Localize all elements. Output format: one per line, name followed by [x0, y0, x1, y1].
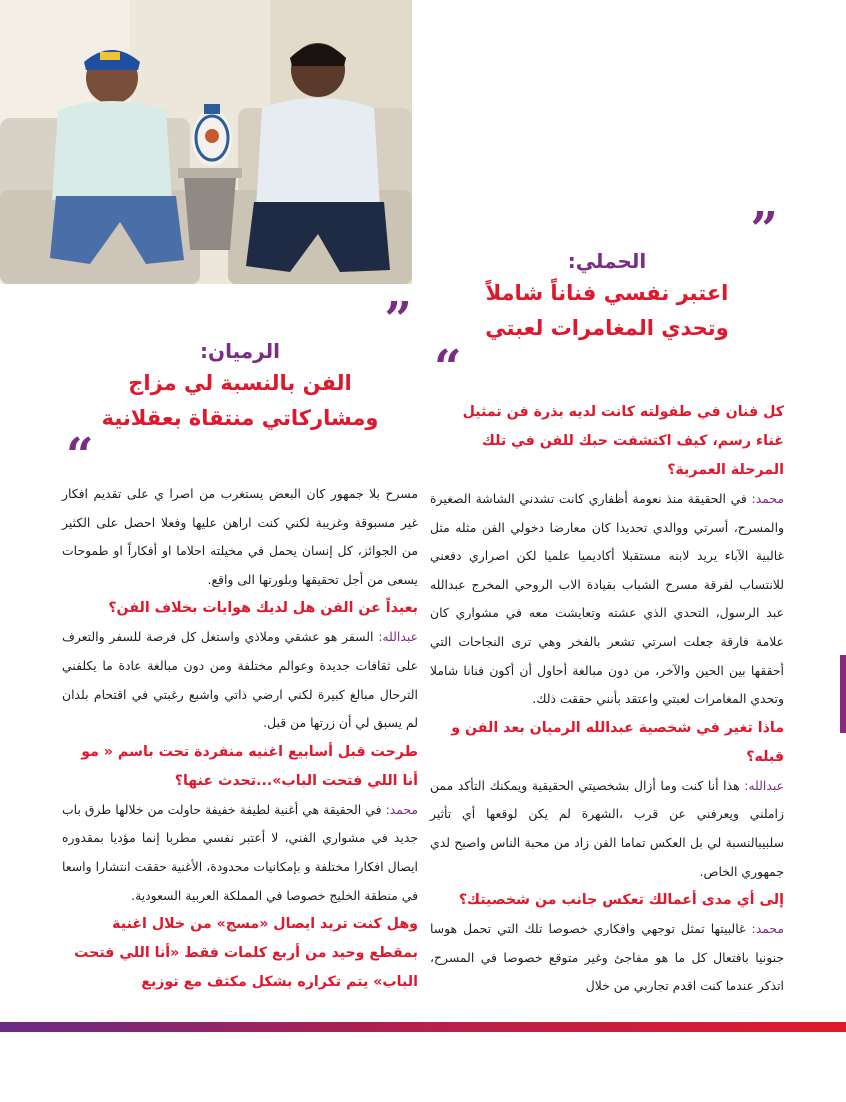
- interview-photo: [0, 0, 412, 284]
- heading-speaker-name: الرميان:: [200, 339, 280, 363]
- answer-1: [62, 623, 418, 737]
- question-2: ماذا تغير في شخصية عبدالله الرميان بعد الفن و قبله؟: [451, 719, 784, 765]
- right-heading: [430, 246, 784, 346]
- answer-text: هذا أنا كنت وما أزال بشخصيتي الحقيقية ويمكنك التأكد ممن زاملني ويعرفني عن قرب ،الشهرة لم يكن لوقعها أي تأثير سلبيبالنسبة لي بل العكس تماما الفن زاد من محبة الناس واصبح لدي جمهوري الخاص.: [430, 777, 784, 879]
- left-column: [62, 292, 418, 997]
- bottom-color-bar: [0, 1022, 846, 1032]
- quote-mark-bottom: “: [434, 340, 462, 396]
- question-1: كل فنان في طفولته كانت لديه بذرة فن تمثيل غناء رسم، كيف اكتشفت حبك للفن في تلك المرحلة العمرية؟: [462, 404, 784, 478]
- speaker-label: عبدالله:: [378, 629, 418, 645]
- question-2: طرحت قبل أسابيع اغنيه منفردة تحت باسم « مو أنا اللي فتحت الباب»...تحدث عنها؟: [81, 743, 418, 789]
- speaker-label: محمد:: [751, 491, 784, 506]
- heading-line-2: وتحدي المغامرات لعبتي: [485, 316, 729, 340]
- answer-2: [430, 772, 784, 886]
- answer-2: [62, 796, 418, 910]
- speaker-label: محمد:: [385, 801, 418, 817]
- speaker-label: محمد:: [751, 921, 784, 937]
- question-3: إلى أي مدى أعمالك تعكس جانب من شخصيتك؟: [458, 892, 784, 909]
- heading-line-1: اعتبر نفسي فناناً شاملاً: [485, 281, 729, 305]
- heading-speaker-name: الحملي:: [567, 249, 647, 273]
- speaker-label: عبدالله:: [744, 777, 784, 793]
- right-column: [430, 202, 784, 1001]
- question-3: وهل كنت تريد ايصال «مسج» من خلال اغنية بمقطع وحيد من أربع كلمات فقط «أنا اللي فتحت الباب» يتم تكراره بشكل مكثف مع توزيع: [74, 916, 418, 991]
- question-1: بعيداً عن الفن هل لديك هوايات بخلاف الفن؟: [108, 600, 418, 617]
- left-heading: [62, 336, 418, 436]
- answer-text: في الحقيقة منذ نعومة أظفاري كانت تشدني الشاشة الصغيرة والمسرح، أسرتي ووالدي تحديدا كان معارضا دخولي الفن مثله مثل غالبية الآباء يريد لابنه مستقبلا أكاديميا علميا لكن اصراري دفعني للانتساب لفرقة مسرح الشباب بقيادة الاب الروحي المخرج عبدالله عبد الرسول، التحدي الذي عشته وتعايشت معه في مشواري كان علامة فارقة جعلت اسرتي تشعر بالفخر وهي ترى النجاحات التي أحققها بين الحين والآخر، من دون مبالغة أحاول أن أكون فنانا شاملا وتحدي المغامرات لعبتي واعتقد بأنني حققت ذلك.: [430, 491, 784, 707]
- quote-mark-bottom: “: [66, 428, 94, 484]
- answer-1: [430, 485, 784, 714]
- answer-text: السفر هو عشقي وملاذي واستغل كل فرصة للسفر والتعرف على ثقافات جديدة وعوالم مختلفة ومن دون مبالغة عادة ما يكلفني الترحال مبالغ كبيرة لكني ارضي ذاتي واشبع رغبتي في اقتحام بلدان لم يسبق لي أن زرتها من قبل.: [62, 629, 418, 731]
- answer-text: غالبيتها تمثل توجهي وافكاري خصوصا تلك التي تحمل هوسا جنونيا بافتعال كل ما هو مفاجئ وغير متوقع خصوصا في المسرح، اتذكر عندما كنت اقدم تجاربي من خلال: [430, 921, 784, 994]
- quote-mark-top: ”: [384, 292, 412, 348]
- page-side-tab: [840, 655, 846, 733]
- answer-3: [430, 915, 784, 1001]
- paragraph-1: مسرح بلا جمهور كان البعض يستغرب من اصرا ي على تقديم افكار غير مسبوقة وغريبة لكني كنت اراهن عليها وفعلا احصل على الكثير من الجوائز، كل إنسان يحمل في مخيلته احلاما او أفكاراً او طموحات يسعى من أجل تحقيقها وبلورتها الى واقع.: [62, 486, 418, 587]
- answer-text: في الحقيقة هي أغنية لطيفة خفيفة حاولت من خلالها طرق باب جديد في مشواري الفني، لا أعتبر نفسي مطربا إنما مؤديا بمقدوره ايصال افكارا مختلفة و بإمكانيات محدودة، الأغنية حققت انتشارا واسعا في منطقة الخليج خصوصا في المملكة العربية السعودية.: [62, 801, 418, 903]
- interview-photo-illustration: [0, 0, 412, 284]
- quote-mark-top: ”: [750, 202, 778, 258]
- heading-line-1: الفن بالنسبة لي مزاج: [128, 371, 352, 395]
- heading-line-2: ومشاركاتي منتقاة بعقلانية: [101, 406, 379, 430]
